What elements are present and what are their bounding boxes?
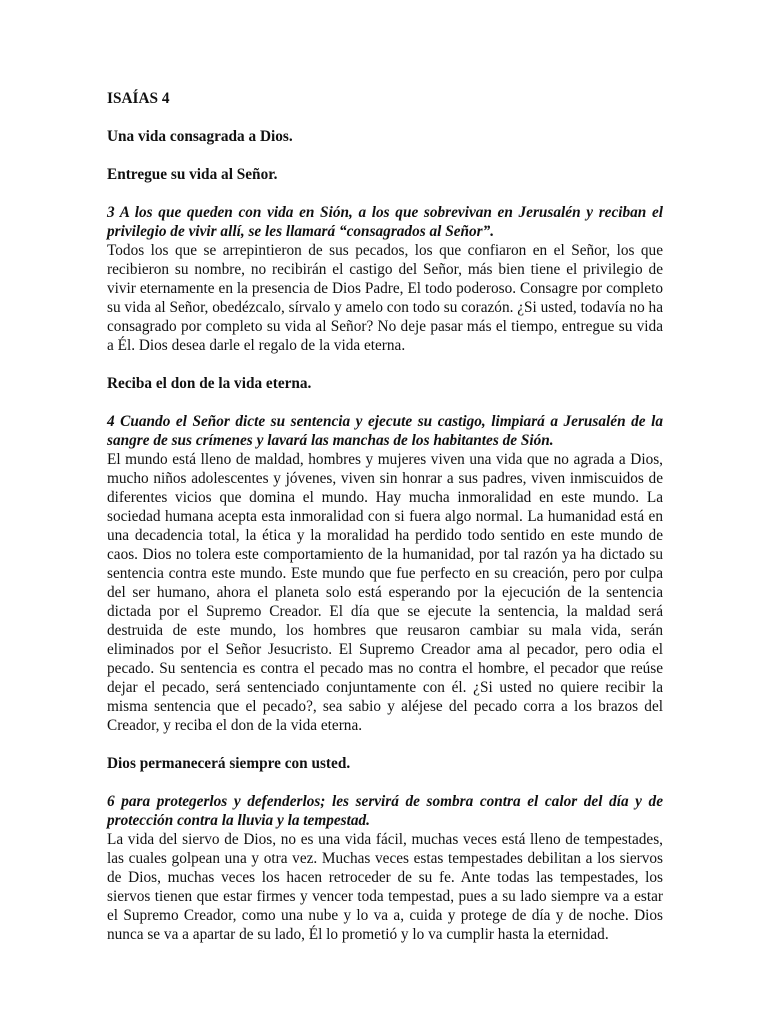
section-heading: Entregue su vida al Señor. [107,166,278,183]
verse-quote: 4 Cuando el Señor dicte su sentencia y ejecute su castigo, limpiará a Jerusalén de la sangre de sus crímenes y lavará las manchas de los habitantes de Sión. [107,413,663,449]
document-title: ISAÍAS 4 [107,90,170,107]
verse-quote: 3 A los que queden con vida en Sión, a los que sobrevivan en Jerusalén y reciban el privilegio de vivir allí, se les llamará “consagrados al Señor”. [107,204,663,240]
section-body: La vida del siervo de Dios, no es una vida fácil, muchas veces está lleno de tempestades, las cuales golpean una y otra vez. Muchas veces estas tempestades debilitan a los siervos de Dios, muchas veces los hacen retroceder de su fe. Ante todas las tempestades, los siervos tienen que estar firmes y vencer toda tempestad, pues a su lado siempre va a estar el Supremo Creador, como una nube y lo va a, cuida y protege de día y de noche. Dios nunca se va a apartar de su lado, Él lo prometió y lo va cumplir hasta la eternidad. [107,831,663,943]
section-heading: Dios permanecerá siempre con usted. [107,755,351,772]
verse-quote: 6 para protegerlos y defenderlos; les servirá de sombra contra el calor del día y de protección contra la lluvia y la tempestad. [107,793,663,829]
section-body: El mundo está lleno de maldad, hombres y mujeres viven una vida que no agrada a Dios, mucho niños adolescentes y jóvenes, viven sin honrar a sus padres, viven inmiscuidos de diferentes vicios que domina el mundo. Hay mucha inmoralidad en este mundo. La sociedad humana acepta esta inmoralidad con si fuera algo normal. La humanidad está en una decadencia total, la ética y la moralidad ha perdido todo sentido en este mundo de caos. Dios no tolera este comportamiento de la humanidad, por tal razón ya ha dictado su sentencia contra este mundo. Este mundo que fue perfecto en su creación, pero por culpa del ser humano, ahora el planeta solo está esperando por la ejecución de la sentencia dictada por el Supremo Creador. El día que se ejecute la sentencia, la maldad será destruida de este mundo, los hombres que reusaron cambiar su mala vida, serán eliminados por el Señor Jesucristo. El Supremo Creador ama al pecador, pero odia el pecado. Su sentencia es contra el pecado mas no contra el hombre, el pecador que reúse dejar el pecado, será sentenciado conjuntamente con él. ¿Si usted no quiere recibir la misma sentencia que el pecado?, sea sabio y aléjese del pecado corra a los brazos del Creador, y reciba el don de la vida eterna. [107,451,663,734]
document-content [107,89,663,963]
section-heading: Reciba el don de la vida eterna. [107,375,312,392]
document-subtitle: Una vida consagrada a Dios. [107,128,293,145]
section-body: Todos los que se arrepintieron de sus pecados, los que confiaron en el Señor, los que recibieron su nombre, no recibirán el castigo del Señor, más bien tiene el privilegio de vivir eternamente en la presencia de Dios Padre, El todo poderoso. Consagre por completo su vida al Señor, obedézcalo, sírvalo y amelo con todo su corazón. ¿Si usted, todavía no ha consagrado por completo su vida al Señor? No deje pasar más el tiempo, entregue su vida a Él. Dios desea darle el regalo de la vida eterna. [107,242,663,354]
